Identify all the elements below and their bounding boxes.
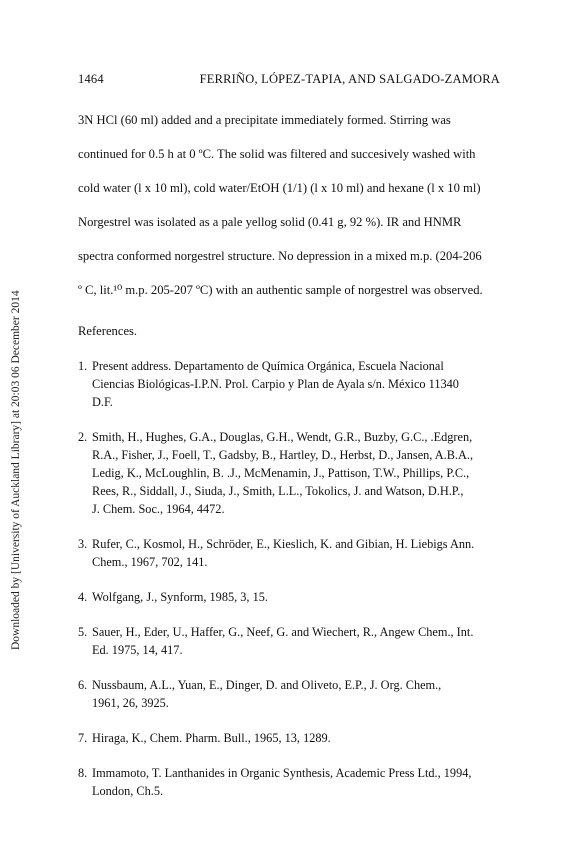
references-list — [78, 357, 506, 817]
reference-number: 5. — [78, 625, 88, 639]
reference-line: Rees, R., Siddall, J., Siuda, J., Smith, L.L., Tokolics, J. and Watson, D.H.P., — [92, 484, 464, 498]
body-line: Norgestrel was isolated as a pale yellog solid (0.41 g, 92 %). IR and HNMR — [78, 215, 462, 229]
reference-number: 4. — [78, 590, 88, 604]
reference-item — [78, 357, 506, 411]
download-note: Downloaded by [University of Auckland Library] at 20:03 06 December 2014 — [10, 290, 22, 650]
reference-number: 1. — [78, 359, 88, 373]
reference-line: Smith, H., Hughes, G.A., Douglas, G.H., Wendt, G.R., Buzby, G.C., .Edgren, — [92, 430, 473, 444]
reference-line: J. Chem. Soc., 1964, 4472. — [92, 502, 225, 516]
body-paragraph — [78, 103, 502, 307]
reference-item — [78, 588, 506, 606]
reference-number: 2. — [78, 430, 88, 444]
body-line: continued for 0.5 h at 0 ºC. The solid was filtered and succesively washed with — [78, 147, 476, 161]
reference-item — [78, 428, 506, 518]
reference-line: R.A., Fisher, J., Foell, T., Gadsby, B., Hartley, D., Herbst, D., Jansen, A.B.A., — [92, 448, 474, 462]
reference-line: Wolfgang, J., Synform, 1985, 3, 15. — [92, 590, 268, 604]
reference-item — [78, 623, 506, 659]
reference-line: Hiraga, K., Chem. Pharm. Bull., 1965, 13, 1289. — [92, 731, 331, 745]
download-watermark — [2, 10, 22, 650]
reference-item — [78, 535, 506, 571]
body-line: spectra conformed norgestrel structure. No depression in a mixed m.p. (204-206 — [78, 249, 482, 263]
reference-line: Immamoto, T. Lanthanides in Organic Synthesis, Academic Press Ltd., 1994, — [92, 766, 472, 780]
reference-line: 1961, 26, 3925. — [92, 696, 169, 710]
reference-number: 3. — [78, 537, 88, 551]
reference-line: Ciencias Biológicas-I.P.N. Prol. Carpio y Plan de Ayala s/n. México 11340 — [92, 377, 459, 391]
reference-line: D.F. — [92, 395, 113, 409]
reference-line: Rufer, C., Kosmol, H., Schröder, E., Kieslich, K. and Gibian, H. Liebigs Ann. — [92, 537, 475, 551]
page-number: 1464 — [78, 72, 104, 86]
reference-item — [78, 764, 506, 800]
reference-line: Nussbaum, A.L., Yuan, E., Dinger, D. and Oliveto, E.P., J. Org. Chem., — [92, 678, 442, 692]
references-heading: References. — [78, 324, 138, 338]
body-line: º C, lit.¹⁰ m.p. 205-207 ºC) with an authentic sample of norgestrel was observed. — [78, 283, 483, 297]
reference-line: Present address. Departamento de Química Orgánica, Escuela Nacional — [92, 359, 444, 373]
running-head-authors: FERRIÑO, LÓPEZ-TAPIA, AND SALGADO-ZAMORA — [199, 72, 500, 86]
reference-line: Ed. 1975, 14, 417. — [92, 643, 183, 657]
reference-number: 6. — [78, 678, 88, 692]
reference-item — [78, 676, 506, 712]
reference-line: Ledig, K., McLoughlin, B. .J., McMenamin, J., Pattison, T.W., Phillips, P.C., — [92, 466, 470, 480]
reference-number: 7. — [78, 731, 88, 745]
reference-line: London, Ch.5. — [92, 784, 164, 798]
reference-number: 8. — [78, 766, 88, 780]
reference-item — [78, 729, 506, 747]
reference-line: Sauer, H., Eder, U., Haffer, G., Neef, G. and Wiechert, R., Angew Chem., Int. — [92, 625, 474, 639]
body-line: cold water (l x 10 ml), cold water/EtOH (1/1) (l x 10 ml) and hexane (l x 10 ml) — [78, 181, 481, 195]
reference-line: Chem., 1967, 702, 141. — [92, 555, 208, 569]
body-line: 3N HCl (60 ml) added and a precipitate immediately formed. Stirring was — [78, 113, 451, 127]
